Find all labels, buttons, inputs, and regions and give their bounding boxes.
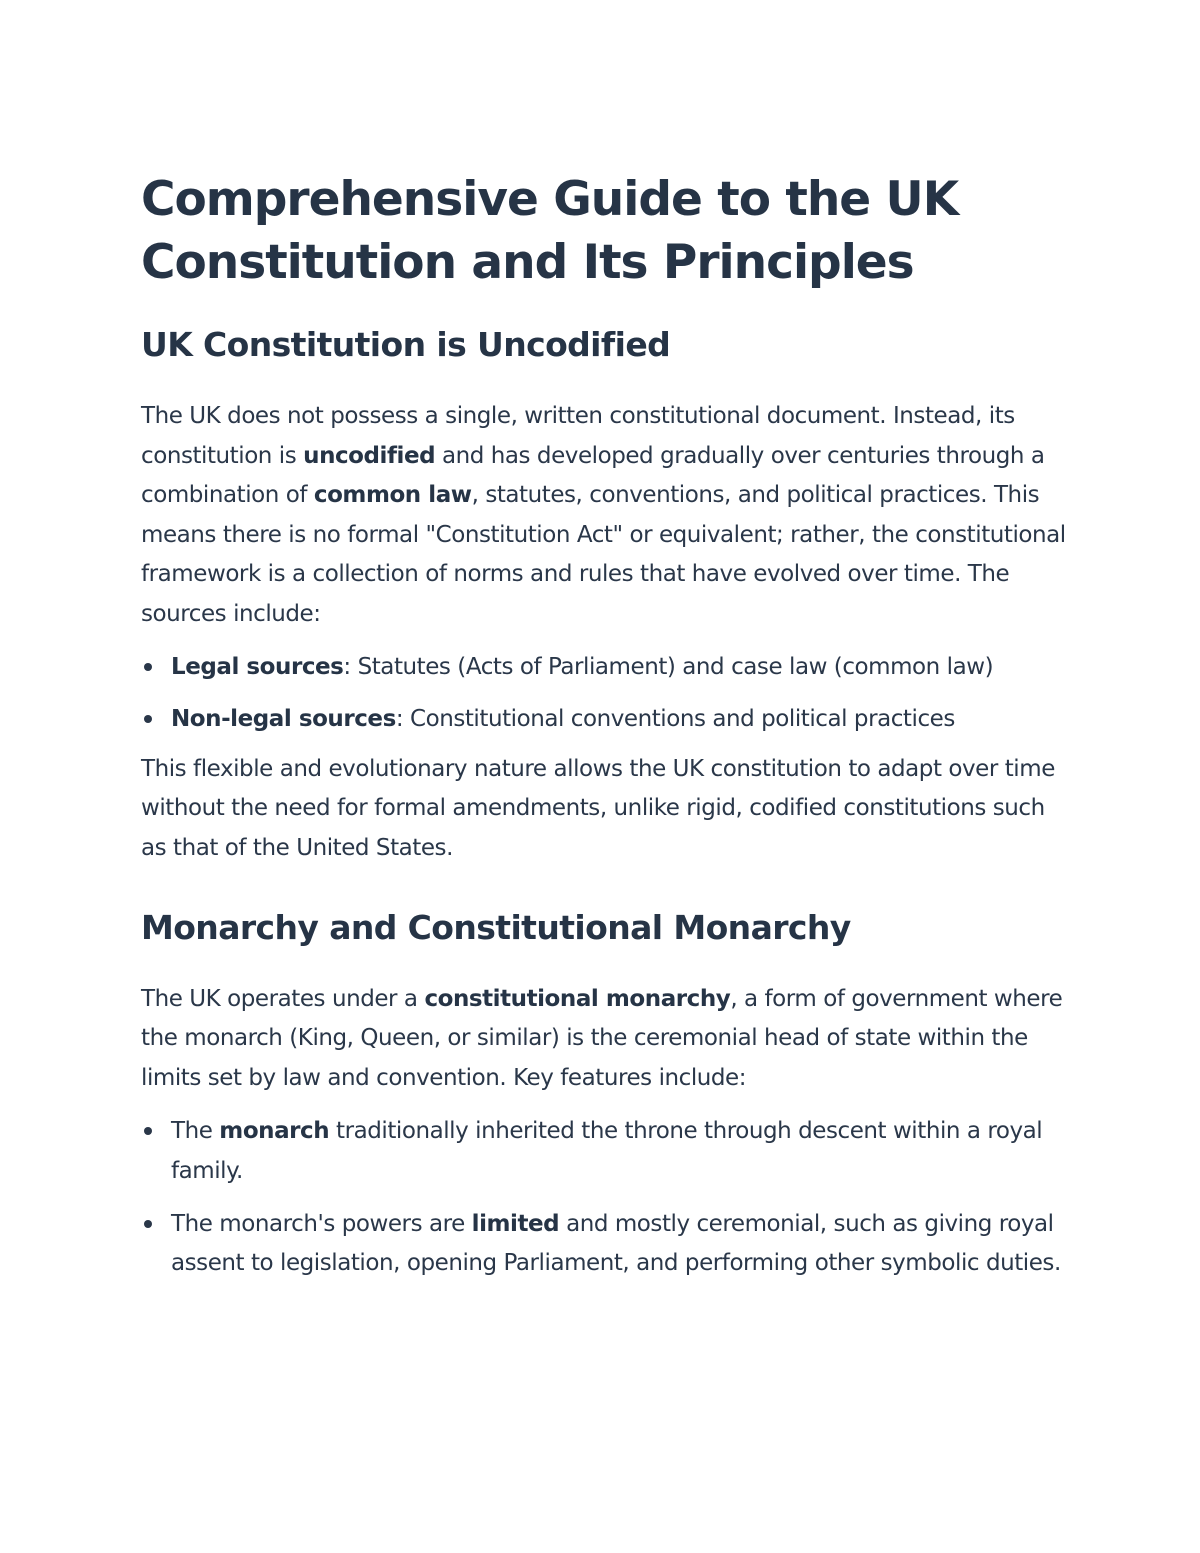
intro-text-3: , statutes, conventions, and political practices. This means there is no formal "Constitution Act" or equivalent; rather, the constitutional framework is a collection of norms and rules that have evolved over time. The sources include: bbox=[141, 482, 1066, 627]
bullet-icon bbox=[144, 1127, 152, 1135]
list-item-text: : Constitutional conventions and political practices bbox=[395, 706, 955, 733]
list-item-term: limited bbox=[471, 1210, 560, 1237]
intro-text-1: The UK does not possess a single, written constitutional document. Instead, its constitution is bbox=[141, 403, 1015, 469]
list-item-text: and mostly ceremonial, such as giving royal assent to legislation, opening Parliament, and performing other symbolic duties. bbox=[171, 1210, 1061, 1277]
term-common-law: common law bbox=[313, 482, 472, 509]
term-constitutional-monarchy: constitutional monarchy bbox=[424, 985, 731, 1012]
bullet-icon bbox=[144, 1220, 152, 1228]
intro-text-2: , a form of government where the monarch (King, Queen, or similar) is the ceremonial head of state within the limits set by law and convention. Key features include: bbox=[141, 985, 1063, 1091]
list-item-text: The monarch's powers are bbox=[171, 1210, 472, 1237]
section-heading-monarchy: Monarchy and Constitutional Monarchy bbox=[141, 907, 851, 947]
list-item bbox=[141, 648, 1071, 688]
term-uncodified: uncodified bbox=[303, 442, 436, 469]
section-heading-uncodified: UK Constitution is Uncodified bbox=[141, 325, 671, 364]
intro-text-1: The UK operates under a bbox=[141, 985, 425, 1012]
list-item bbox=[141, 1112, 1071, 1191]
bullet-icon bbox=[144, 663, 152, 671]
list-item-label: Legal sources bbox=[171, 653, 344, 680]
intro-text-2: and has developed gradually over centuries through a combination of bbox=[141, 442, 1045, 509]
bullet-icon bbox=[144, 715, 152, 723]
page-title: Comprehensive Guide to the UK Constitution and Its Principles bbox=[141, 172, 959, 290]
list-item-text: traditionally inherited the throne through descent within a royal family. bbox=[171, 1118, 1043, 1184]
list-item-term: monarch bbox=[219, 1118, 330, 1145]
features-list bbox=[141, 1112, 1071, 1283]
uncodified-intro-paragraph bbox=[141, 397, 1071, 635]
document-page bbox=[141, 168, 1071, 1284]
monarchy-intro-paragraph bbox=[141, 980, 1071, 1099]
list-item-text: The bbox=[171, 1118, 220, 1145]
list-item bbox=[141, 1205, 1071, 1284]
list-item-text: : Statutes (Acts of Parliament) and case law (common law) bbox=[343, 653, 994, 680]
uncodified-closing-paragraph: This flexible and evolutionary nature allows the UK constitution to adapt over time without the need for formal amendments, unlike rigid, codified constitutions such as that of the United States. bbox=[141, 755, 1055, 861]
list-item bbox=[141, 700, 1071, 740]
list-item-label: Non-legal sources bbox=[171, 706, 396, 733]
sources-list bbox=[141, 648, 1071, 740]
